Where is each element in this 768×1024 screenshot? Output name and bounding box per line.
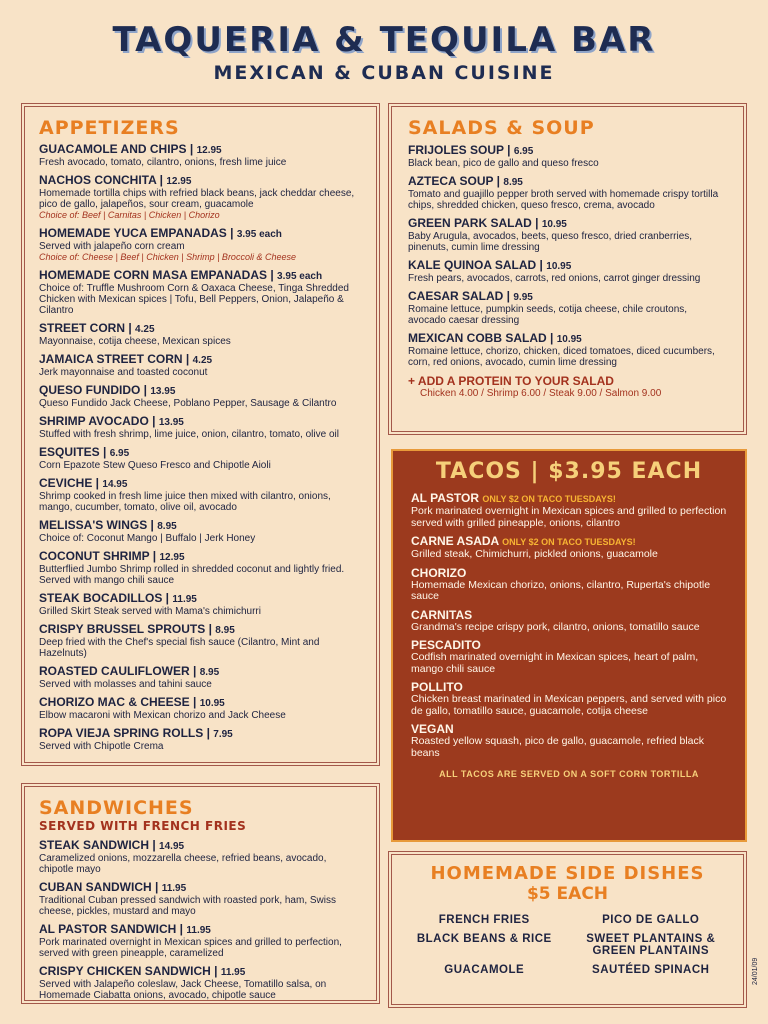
sandwiches-item-name: STEAK SANDWICH | xyxy=(39,838,156,852)
sandwiches-item-name: CRISPY CHICKEN SANDWICH | xyxy=(39,964,218,978)
appetizers-item-price: 12.95 xyxy=(166,176,192,187)
salads-item-desc: Romaine lettuce, pumpkin seeds, cotija cheese, chile croutons, avocado caesar dressing xyxy=(408,304,688,326)
appetizers-item-title xyxy=(39,322,362,336)
appetizers-item-name: ESQUITES | xyxy=(39,445,107,459)
salads-item-name: MEXICAN COBB SALAD | xyxy=(408,331,554,345)
salads-item xyxy=(408,259,727,284)
appetizers-item xyxy=(39,384,362,409)
appetizers-item xyxy=(39,415,362,440)
salads-item xyxy=(408,144,727,169)
appetizers-item xyxy=(39,623,362,659)
salads-item-title xyxy=(408,290,727,304)
sandwiches-item-title xyxy=(39,839,362,853)
sides-price: $5 EACH xyxy=(526,884,609,904)
appetizers-item-name: STEAK BOCADILLOS | xyxy=(39,591,170,605)
sandwiches-item xyxy=(39,881,362,917)
appetizers-item-desc: Shrimp cooked in fresh lime juice then mixed with cilantro, onions, mango, cucumber, tomato, olive oil, avocado xyxy=(39,491,331,513)
appetizers-item-name: COCONUT SHRIMP | xyxy=(39,549,157,563)
salad-addon-prices: Chicken 4.00 / Shrimp 6.00 / Steak 9.00 / Salmon 9.00 xyxy=(420,388,662,399)
appetizers-item xyxy=(39,477,362,513)
sandwiches-item-desc: Served with Jalapeño coleslaw, Jack Cheese, Tomatillo salsa, on Homemade Ciabatta onions, avocado, chipotle sauce xyxy=(39,979,327,1001)
taco-item-title xyxy=(411,492,727,506)
taco-item-title xyxy=(411,609,727,622)
taco-item-desc: Pork marinated overnight in Mexican spices and grilled to perfection served with grilled pineapple, onions, cilantro xyxy=(411,505,727,529)
appetizers-item-name: MELISSA'S WINGS | xyxy=(39,518,154,532)
appetizers-item xyxy=(39,550,362,586)
taco-item-name: CHORIZO xyxy=(411,565,467,580)
appetizers-item-name: HOMEMADE CORN MASA EMPANADAS | xyxy=(39,268,274,282)
tacos-list xyxy=(411,492,727,759)
taco-promo: ONLY $2 ON TACO TUESDAYS! xyxy=(482,494,616,504)
appetizers-item-name: GUACAMOLE AND CHIPS | xyxy=(39,142,194,156)
taco-item-name: VEGAN xyxy=(411,722,454,736)
appetizers-item xyxy=(39,519,362,544)
appetizers-item-name: NACHOS CONCHITA | xyxy=(39,173,164,187)
taco-item xyxy=(411,535,727,561)
sandwiches-item xyxy=(39,965,362,1001)
salads-heading: SALADS & SOUP xyxy=(408,117,595,139)
appetizers-item-title xyxy=(39,415,362,429)
appetizers-item xyxy=(39,446,362,471)
appetizers-item-title xyxy=(39,384,362,398)
taco-item-name: PESCADITO xyxy=(411,638,481,652)
appetizers-item-title xyxy=(39,727,362,741)
appetizers-item xyxy=(39,696,362,721)
appetizers-item-title xyxy=(39,446,362,460)
appetizers-item-desc: Jerk mayonnaise and toasted coconut xyxy=(39,367,208,378)
appetizers-item-price: 11.95 xyxy=(172,594,197,605)
taco-item-title xyxy=(411,535,727,549)
appetizers-item-price: 3.95 each xyxy=(236,229,282,240)
restaurant-subtitle: MEXICAN & CUBAN CUISINE xyxy=(213,62,555,84)
appetizers-item-price: 13.95 xyxy=(150,386,176,397)
appetizers-item-price: 12.95 xyxy=(196,145,222,156)
appetizers-item-price: 6.95 xyxy=(109,448,130,459)
side-item: SWEET PLANTAINS & GREEN PLANTAINS xyxy=(586,933,716,957)
salads-item-price: 9.95 xyxy=(513,292,533,303)
salads-item-price: 10.95 xyxy=(541,219,567,230)
appetizers-item-name: SHRIMP AVOCADO | xyxy=(39,414,156,428)
taco-item-name: CARNITAS xyxy=(411,607,473,622)
appetizers-item-name: HOMEMADE YUCA EMPANADAS | xyxy=(39,226,234,240)
taco-item xyxy=(411,492,727,529)
sides-grid xyxy=(406,914,729,976)
sandwiches-item-desc: Caramelized onions, mozzarella cheese, refried beans, avocado, chipotle mayo xyxy=(39,853,327,875)
appetizers-heading: APPETIZERS xyxy=(39,117,180,139)
appetizers-item-name: QUESO FUNDIDO | xyxy=(39,383,148,397)
side-item: PICO DE GALLO xyxy=(602,914,700,926)
appetizers-item xyxy=(39,665,362,690)
appetizers-item-desc: Fresh avocado, tomato, cilantro, onions, fresh lime juice xyxy=(39,157,287,168)
sides-section xyxy=(391,854,744,1005)
print-code: 24/01/09 xyxy=(752,957,759,985)
taco-item-name: AL PASTOR xyxy=(411,491,480,505)
appetizers-item-name: ROASTED CAULIFLOWER | xyxy=(39,664,197,678)
appetizers-item-desc: Served with Chipotle Crema xyxy=(39,741,164,752)
appetizers-item xyxy=(39,269,362,316)
appetizers-item-title xyxy=(39,623,362,637)
sandwiches-item-title xyxy=(39,923,362,937)
taco-item xyxy=(411,567,727,603)
tacos-section xyxy=(391,449,747,842)
appetizers-item-price: 7.95 xyxy=(213,729,233,740)
salads-item-title xyxy=(408,217,727,231)
salads-item xyxy=(408,175,727,211)
appetizers-item xyxy=(39,143,362,168)
taco-item-desc: Chicken breast marinated in Mexican peppers, and served with pico de gallo, tomatillo sauce, guacamole, cotija cheese xyxy=(411,693,727,717)
taco-item-desc: Roasted yellow squash, pico de gallo, guacamole, refried black beans xyxy=(411,735,705,759)
appetizers-item-desc: Butterflied Jumbo Shrimp rolled in shredded coconut and lightly fried. Served with mango chili sauce xyxy=(39,564,345,586)
salads-item-name: KALE QUINOA SALAD | xyxy=(408,258,543,272)
sandwiches-item-title xyxy=(39,881,362,895)
appetizers-item-desc: Choice of: Coconut Mango | Buffalo | Jerk Honey xyxy=(39,533,256,544)
sandwiches-item xyxy=(39,839,362,875)
appetizers-item-price: 10.95 xyxy=(199,698,225,709)
taco-item xyxy=(411,609,727,634)
appetizers-item-name: ROPA VIEJA SPRING ROLLS | xyxy=(39,726,210,740)
appetizers-item xyxy=(39,592,362,617)
appetizers-item-desc: Served with jalapeño corn cream xyxy=(39,241,185,252)
salads-section xyxy=(391,106,744,432)
salads-item-name: AZTECA SOUP | xyxy=(408,174,501,188)
salads-item-title xyxy=(408,332,727,346)
appetizers-item xyxy=(39,353,362,378)
salads-item-desc: Romaine lettuce, chorizo, chicken, diced tomatoes, diced cucumbers, corn, red onions, avocado, cumin lime dressing xyxy=(408,346,715,368)
sandwiches-item-name: AL PASTOR SANDWICH | xyxy=(39,922,184,936)
appetizers-item-name: CEVICHE | xyxy=(39,476,100,490)
appetizers-item-title xyxy=(39,592,362,606)
taco-item xyxy=(411,681,727,717)
sandwiches-item-desc: Pork marinated overnight in Mexican spices and grilled to perfection, served with green pineapple, caramelized xyxy=(39,937,342,959)
side-item: SAUTÉED SPINACH xyxy=(592,964,710,976)
taco-item-desc: Codfish marinated overnight in Mexican spices, heart of palm, mango chili sauce xyxy=(411,651,699,675)
salads-item xyxy=(408,217,727,253)
appetizers-item-title xyxy=(39,550,362,564)
appetizers-item-choices: Choice of: Cheese | Beef | Chicken | Shrimp | Broccoli & Cheese xyxy=(39,252,296,262)
sandwiches-section xyxy=(24,786,377,1001)
appetizers-item-title xyxy=(39,519,362,533)
salads-item-name: CAESAR SALAD | xyxy=(408,289,511,303)
appetizers-item-choices: Choice of: Beef | Carnitas | Chicken | Chorizo xyxy=(39,210,220,220)
sandwiches-item-title xyxy=(39,965,362,979)
appetizers-item-title xyxy=(39,353,362,367)
salad-addon: + ADD A PROTEIN TO YOUR SALAD xyxy=(408,374,614,388)
salads-item-price: 6.95 xyxy=(513,146,534,157)
taco-item-desc: Grilled steak, Chimichurri, pickled onions, guacamole xyxy=(411,548,658,560)
salads-item-price: 8.95 xyxy=(503,177,523,188)
appetizers-item xyxy=(39,727,362,752)
appetizers-item-desc: Grilled Skirt Steak served with Mama's chimichurri xyxy=(39,606,261,617)
appetizers-item-title xyxy=(39,269,362,283)
appetizers-item xyxy=(39,174,362,221)
salads-item xyxy=(408,332,727,368)
appetizers-section xyxy=(24,106,377,763)
salads-list xyxy=(408,144,727,368)
taco-item-name: POLLITO xyxy=(411,680,463,694)
appetizers-item-title xyxy=(39,477,362,491)
appetizers-item-desc: Queso Fundido Jack Cheese, Poblano Pepper, Sausage & Cilantro xyxy=(39,398,337,409)
appetizers-item-name: CHORIZO MAC & CHEESE | xyxy=(39,695,197,709)
appetizers-item-desc: Elbow macaroni with Mexican chorizo and Jack Cheese xyxy=(39,710,286,721)
salads-item-price: 10.95 xyxy=(546,261,572,272)
appetizers-item xyxy=(39,322,362,347)
appetizers-item-desc: Homemade tortilla chips with refried black beans, jack cheddar cheese, pico de gallo, jalapeños, sour cream, guacamole xyxy=(39,188,355,210)
sandwiches-list xyxy=(39,839,362,1001)
appetizers-item-desc: Stuffed with fresh shrimp, lime juice, onion, cilantro, tomato, olive oil xyxy=(39,429,339,440)
appetizers-item-title xyxy=(39,696,362,710)
appetizers-item-price: 8.95 xyxy=(215,625,235,636)
appetizers-item-desc: Corn Epazote Stew Queso Fresco and Chipotle Aioli xyxy=(39,460,271,471)
appetizers-item-price: 13.95 xyxy=(158,417,184,428)
appetizers-item-title xyxy=(39,143,362,157)
appetizers-item-price: 4.25 xyxy=(135,324,155,335)
salads-item-desc: Tomato and guajillo pepper broth served with homemade crispy tortilla chips, shredded chicken, queso fresco, crema, avocado xyxy=(408,189,719,211)
taco-item-desc: Grandma's recipe crispy pork, cilantro, onions, tomatillo sauce xyxy=(411,620,700,633)
sandwiches-heading: SANDWICHES xyxy=(39,797,194,819)
appetizers-item-title xyxy=(39,174,362,188)
taco-promo: ONLY $2 ON TACO TUESDAYS! xyxy=(502,537,636,547)
appetizers-item-price: 3.95 each xyxy=(277,271,323,282)
taco-item-name: CARNE ASADA xyxy=(411,534,499,548)
salads-item-title xyxy=(408,175,727,189)
sandwiches-item-price: 11.95 xyxy=(186,925,211,936)
sandwiches-item-price: 11.95 xyxy=(220,967,246,978)
sandwiches-subheading: SERVED WITH FRENCH FRIES xyxy=(39,819,247,833)
appetizers-item-desc: Deep fried with the Chef's special fish sauce (Cilantro, Mint and Hazelnuts) xyxy=(39,637,320,659)
sandwiches-item-price: 14.95 xyxy=(159,841,185,852)
appetizers-item-title xyxy=(39,227,362,241)
appetizers-item-name: STREET CORN | xyxy=(39,321,132,335)
tacos-note: ALL TACOS ARE SERVED ON A SOFT CORN TORTILLA xyxy=(439,769,699,779)
sides-heading: HOMEMADE SIDE DISHES xyxy=(430,863,705,884)
appetizers-item-name: JAMAICA STREET CORN | xyxy=(39,352,190,366)
restaurant-title: TAQUERIA & TEQUILA BAR xyxy=(112,20,656,60)
sandwiches-item xyxy=(39,923,362,959)
taco-item-title xyxy=(411,567,727,580)
side-item: FRENCH FRIES xyxy=(438,914,530,926)
side-item: BLACK BEANS & RICE xyxy=(416,933,552,945)
taco-item xyxy=(411,639,727,675)
salads-item-desc: Baby Arugula, avocados, beets, queso fresco, dried cranberries, pinenuts, cumin lime dressing xyxy=(408,231,693,253)
salads-item-desc: Black bean, pico de gallo and queso fresco xyxy=(408,158,599,169)
appetizers-item-price: 4.25 xyxy=(192,355,213,366)
sandwiches-item-desc: Traditional Cuban pressed sandwich with roasted pork, ham, Swiss cheese, pickles, mustard and mayo xyxy=(39,895,336,917)
side-item: GUACAMOLE xyxy=(444,964,525,976)
appetizers-item-title xyxy=(39,665,362,679)
taco-item xyxy=(411,723,727,759)
appetizers-item-desc: Mayonnaise, cotija cheese, Mexican spices xyxy=(39,336,231,347)
salads-item-title xyxy=(408,144,727,158)
salads-item-name: GREEN PARK SALAD | xyxy=(408,216,539,230)
appetizers-list xyxy=(39,143,362,752)
salads-item-price: 10.95 xyxy=(556,334,582,345)
salads-item-desc: Fresh pears, avocados, carrots, red onions, carrot ginger dressing xyxy=(408,273,701,284)
appetizers-item-price: 8.95 xyxy=(157,521,177,532)
appetizers-item-desc: Served with molasses and tahini sauce xyxy=(39,679,212,690)
sandwiches-item-price: 11.95 xyxy=(161,883,187,894)
salads-item-title xyxy=(408,259,727,273)
appetizers-item-price: 14.95 xyxy=(102,479,128,490)
appetizers-item-price: 8.95 xyxy=(199,667,220,678)
salads-item-name: FRIJOLES SOUP | xyxy=(408,143,511,157)
salads-item xyxy=(408,290,727,326)
sandwiches-item-name: CUBAN SANDWICH | xyxy=(39,880,159,894)
appetizers-item-price: 12.95 xyxy=(159,552,185,563)
taco-item-desc: Homemade Mexican chorizo, onions, cilantro, Ruperta's chipotle sauce xyxy=(411,578,711,602)
appetizers-item-desc: Choice of: Truffle Mushroom Corn & Oaxaca Cheese, Tinga Shredded Chicken with Mexican spices | Tofu, Bell Peppers, Onion, Jalapeño & Cilantro xyxy=(39,283,349,316)
appetizers-item xyxy=(39,227,362,263)
appetizers-item-name: CRISPY BRUSSEL SPROUTS | xyxy=(39,622,212,636)
tacos-heading: TACOS | $3.95 EACH xyxy=(435,459,703,484)
